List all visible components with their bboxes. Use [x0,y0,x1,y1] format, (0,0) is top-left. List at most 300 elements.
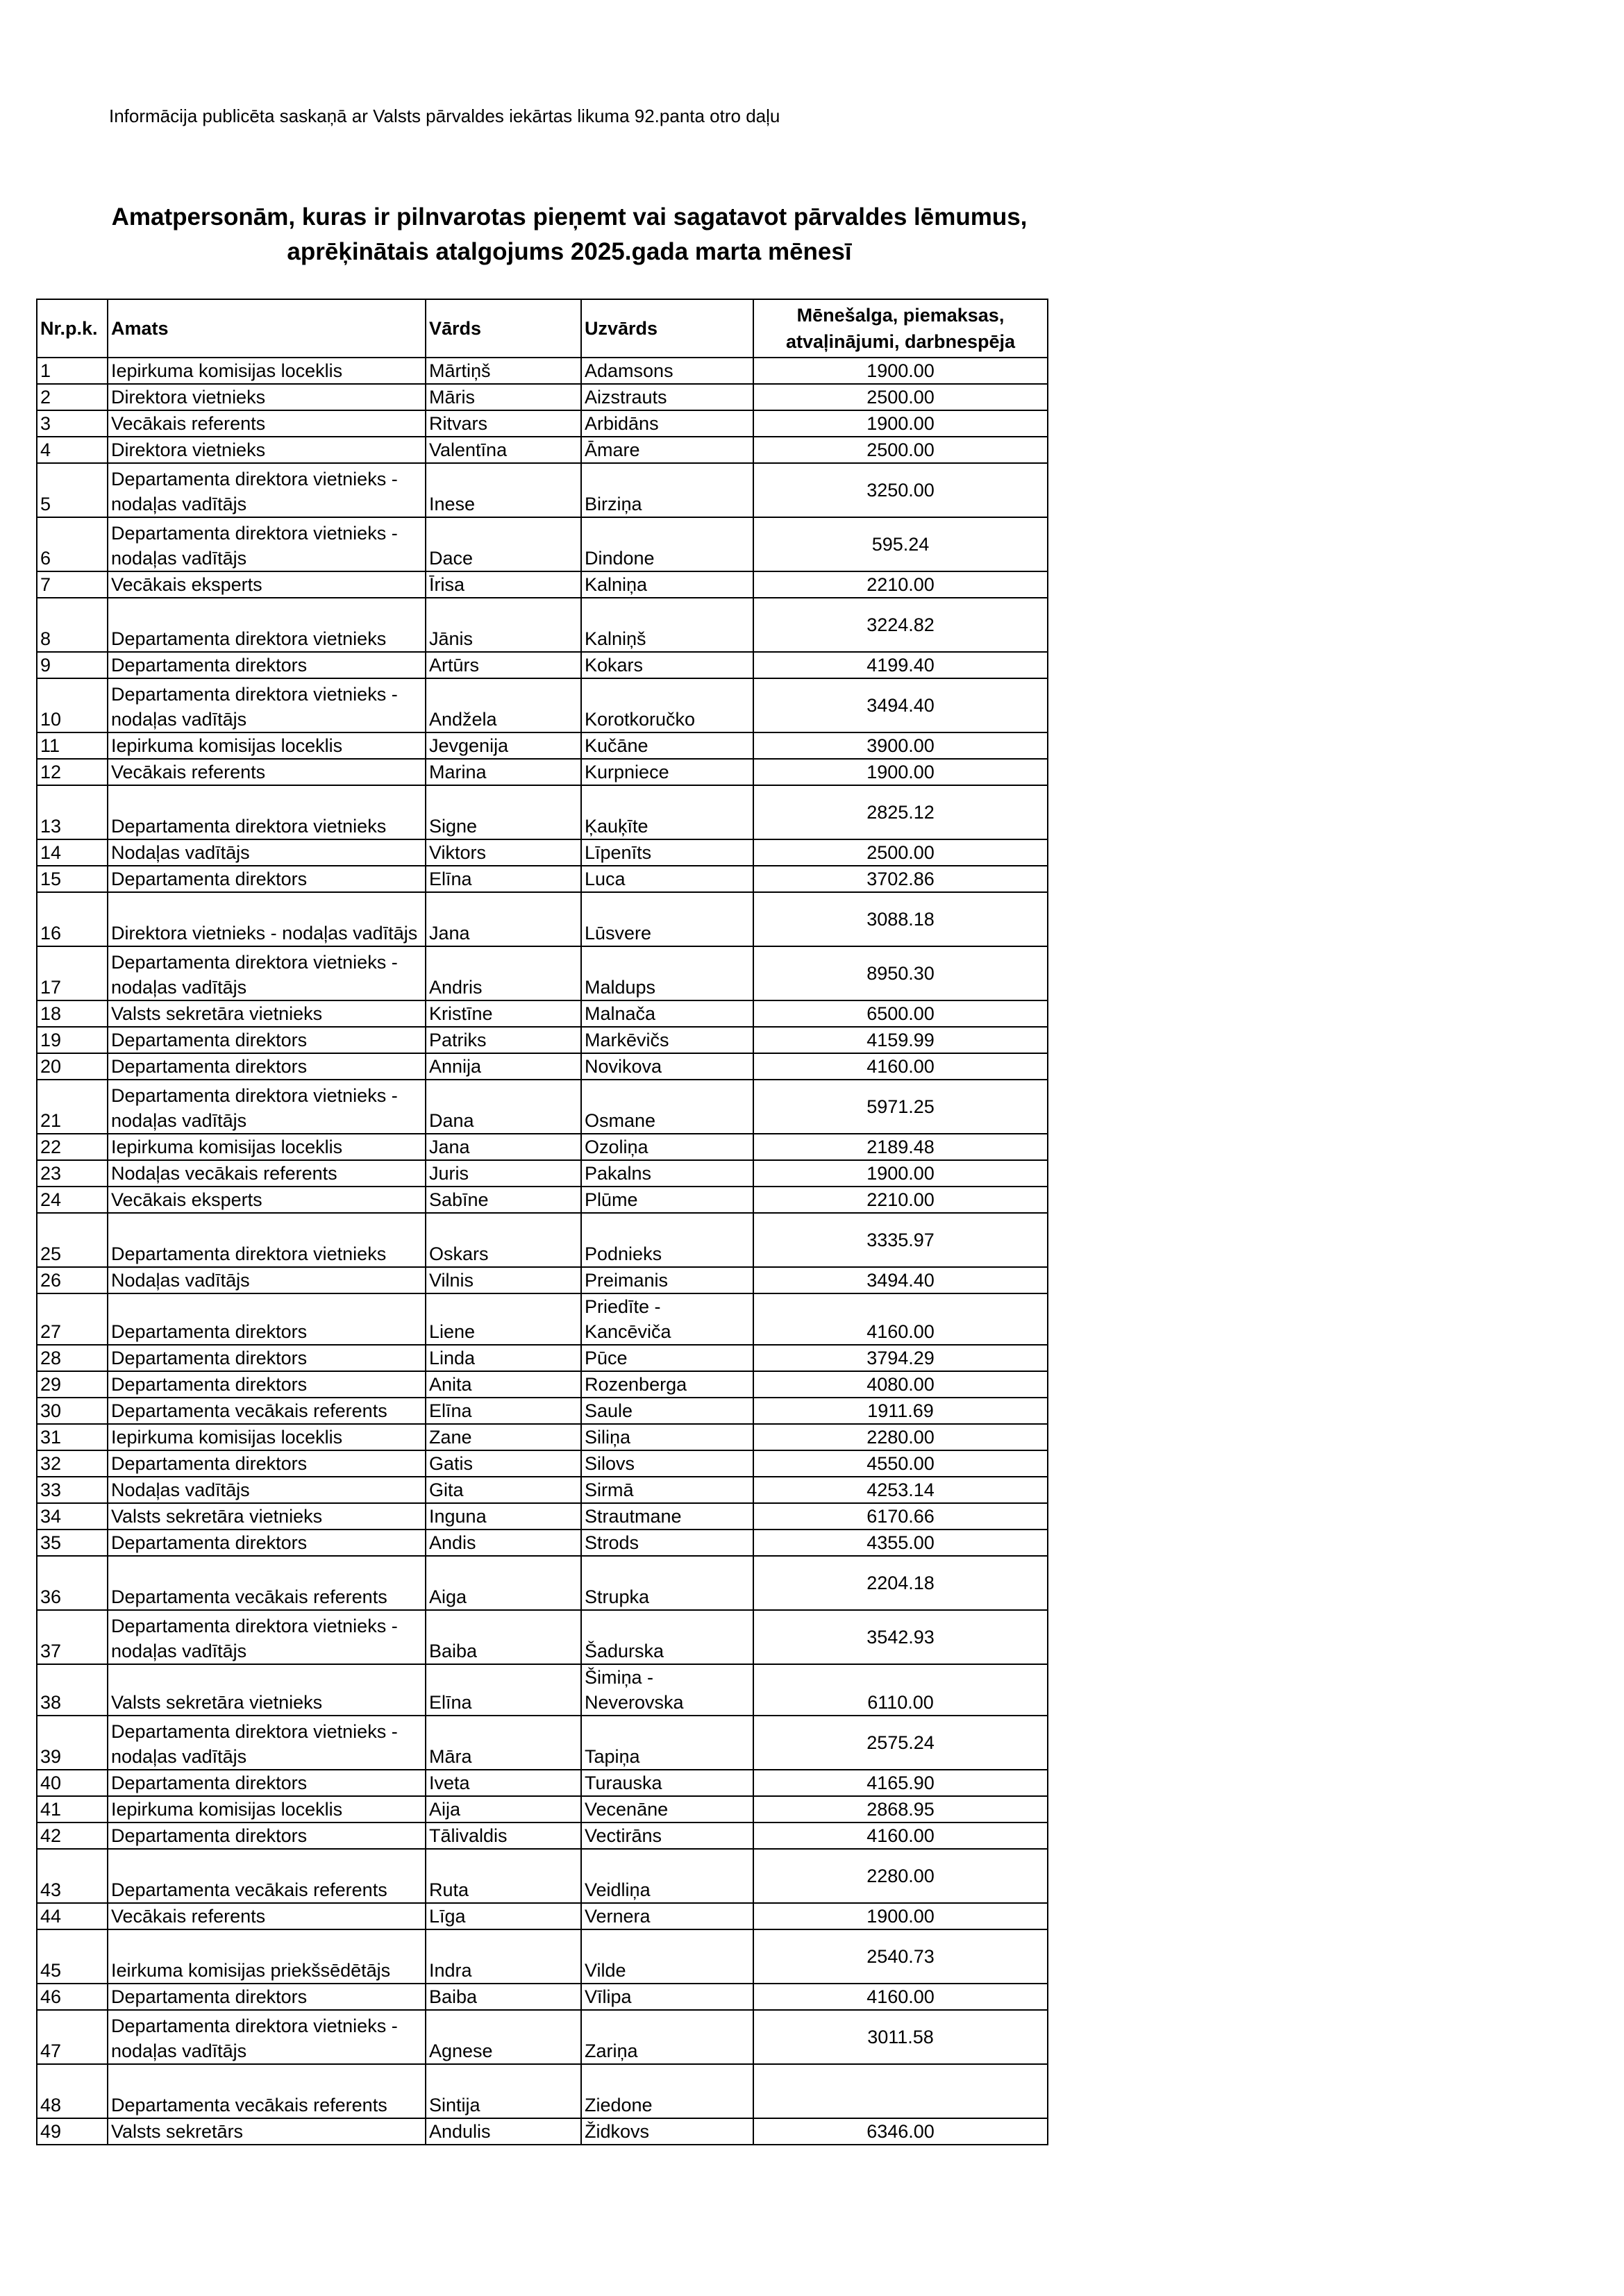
cell-vards: Valentīna [426,437,581,463]
cell-salary: 3494.40 [753,678,1048,732]
header-salary-line-2: atvaļinājumi, darbnespēja [785,331,1016,352]
table-row [37,1929,1048,1984]
cell-uzvards: Kalniņa [581,571,753,598]
cell-vards: Patriks [426,1027,581,1053]
cell-salary: 3794.29 [753,1345,1048,1371]
cell-vards: Gita [426,1477,581,1503]
cell-salary: 5971.25 [753,1080,1048,1134]
cell-salary: 4355.00 [753,1530,1048,1556]
cell-salary: 2868.95 [753,1796,1048,1822]
cell-salary: 2500.00 [753,839,1048,866]
cell-salary: 4253.14 [753,1477,1048,1503]
cell-amats: Nodaļas vadītājs [108,839,426,866]
cell-amats: Nodaļas vecākais referents [108,1160,426,1187]
table-row [37,785,1048,839]
table-body [37,358,1048,2145]
cell-vards: Aiga [426,1556,581,1610]
cell-amats: Ieirkuma komisijas priekšsēdētājs [108,1929,426,1984]
cell-amats: Iepirkuma komisijas loceklis [108,1424,426,1450]
cell-salary: 2204.18 [753,1556,1048,1610]
cell-uzvards: Priedīte - Kancēviča [581,1293,753,1345]
cell-vards: Agnese [426,2010,581,2064]
table-row [37,1134,1048,1160]
cell-amats: Vecākais referents [108,759,426,785]
cell-uzvards: Kučāne [581,732,753,759]
header-salary-line-1: Mēnešalga, piemaksas, [796,305,1005,326]
cell-nr: 6 [37,517,108,571]
cell-uzvards: Pūce [581,1345,753,1371]
cell-nr: 49 [37,2118,108,2145]
cell-amats: Departamenta direktora vietnieks - nodaļas vadītājs [108,678,426,732]
table-row [37,517,1048,571]
cell-uzvards: Birziņa [581,463,753,517]
cell-uzvards: Siliņa [581,1424,753,1450]
cell-amats: Departamenta direktora vietnieks - nodaļas vadītājs [108,1610,426,1664]
cell-amats: Departamenta direktors [108,1984,426,2010]
cell-vards: Iveta [426,1770,581,1796]
cell-vards: Dana [426,1080,581,1134]
table-row [37,1530,1048,1556]
cell-uzvards: Vectirāns [581,1822,753,1849]
cell-salary: 2280.00 [753,1849,1048,1903]
cell-amats: Departamenta direktora vietnieks - nodaļas vadītājs [108,463,426,517]
table-row [37,1556,1048,1610]
cell-vards: Baiba [426,1610,581,1664]
cell-nr: 10 [37,678,108,732]
publication-notice: Informācija publicēta saskaņā ar Valsts pārvaldes iekārtas likuma 92.panta otro daļu [109,106,780,126]
table-row [37,437,1048,463]
cell-nr: 3 [37,410,108,437]
cell-uzvards: Kalniņš [581,598,753,652]
cell-salary: 3702.86 [753,866,1048,892]
cell-vards: Māris [426,384,581,410]
cell-uzvards: Plūme [581,1187,753,1213]
cell-salary: 4165.90 [753,1770,1048,1796]
cell-uzvards: Šimiņa - Neverovska [581,1664,753,1716]
table-row [37,1080,1048,1134]
cell-nr: 24 [37,1187,108,1213]
cell-nr: 2 [37,384,108,410]
table-row [37,1903,1048,1929]
cell-vards: Jevgenija [426,732,581,759]
cell-uzvards: Turauska [581,1770,753,1796]
cell-amats: Departamenta vecākais referents [108,2064,426,2118]
table-row [37,1477,1048,1503]
cell-vards: Līga [426,1903,581,1929]
cell-uzvards: Kurpniece [581,759,753,785]
cell-nr: 11 [37,732,108,759]
cell-salary: 4160.00 [753,1822,1048,1849]
cell-amats: Departamenta direktors [108,1450,426,1477]
header-vards: Vārds [426,299,581,358]
cell-amats: Direktora vietnieks [108,437,426,463]
cell-nr: 40 [37,1770,108,1796]
cell-nr: 34 [37,1503,108,1530]
cell-uzvards: Podnieks [581,1213,753,1267]
cell-nr: 44 [37,1903,108,1929]
cell-uzvards: Malnača [581,1000,753,1027]
cell-vards: Ritvars [426,410,581,437]
header-nr: Nr.p.k. [37,299,108,358]
cell-vards: Annija [426,1053,581,1080]
cell-salary: 3011.58 [753,2010,1048,2064]
cell-amats: Vecākais eksperts [108,1187,426,1213]
cell-vards: Tālivaldis [426,1822,581,1849]
cell-vards: Oskars [426,1213,581,1267]
cell-amats: Iepirkuma komisijas loceklis [108,358,426,384]
cell-salary: 4080.00 [753,1371,1048,1398]
cell-amats: Departamenta direktora vietnieks [108,598,426,652]
cell-nr: 13 [37,785,108,839]
cell-nr: 8 [37,598,108,652]
cell-salary [753,2064,1048,2118]
cell-amats: Direktora vietnieks - nodaļas vadītājs [108,892,426,946]
cell-amats: Valsts sekretāra vietnieks [108,1664,426,1716]
cell-amats: Vecākais referents [108,410,426,437]
cell-vards: Andžela [426,678,581,732]
cell-vards: Elīna [426,1664,581,1716]
cell-amats: Vecākais eksperts [108,571,426,598]
cell-amats: Valsts sekretāra vietnieks [108,1503,426,1530]
header-amats: Amats [108,299,426,358]
cell-vards: Jānis [426,598,581,652]
cell-uzvards: Āmare [581,437,753,463]
cell-uzvards: Veidliņa [581,1849,753,1903]
cell-nr: 33 [37,1477,108,1503]
cell-salary: 1900.00 [753,1160,1048,1187]
cell-uzvards: Vīlipa [581,1984,753,2010]
cell-vards: Indra [426,1929,581,1984]
table-row [37,1213,1048,1267]
table-row [37,2118,1048,2145]
cell-nr: 35 [37,1530,108,1556]
cell-amats: Departamenta vecākais referents [108,1398,426,1424]
table-row [37,384,1048,410]
table-row [37,866,1048,892]
cell-salary: 2500.00 [753,384,1048,410]
table-row [37,1053,1048,1080]
cell-amats: Departamenta direktors [108,1530,426,1556]
cell-salary: 3250.00 [753,463,1048,517]
cell-salary: 4160.00 [753,1293,1048,1345]
cell-vards: Andis [426,1530,581,1556]
cell-amats: Iepirkuma komisijas loceklis [108,1796,426,1822]
cell-vards: Liene [426,1293,581,1345]
cell-vards: Sintija [426,2064,581,2118]
cell-salary: 4160.00 [753,1053,1048,1080]
cell-salary: 1900.00 [753,358,1048,384]
header-uzvards: Uzvārds [581,299,753,358]
table-row [37,1293,1048,1345]
table-row [37,1849,1048,1903]
table-row [37,839,1048,866]
salary-table [36,299,1048,2145]
cell-vards: Signe [426,785,581,839]
cell-amats: Direktora vietnieks [108,384,426,410]
table-row [37,1770,1048,1796]
cell-uzvards: Vilde [581,1929,753,1984]
cell-salary: 4199.40 [753,652,1048,678]
cell-uzvards: Židkovs [581,2118,753,2145]
cell-salary: 3224.82 [753,598,1048,652]
cell-amats: Departamenta direktora vietnieks [108,1213,426,1267]
cell-vards: Andris [426,946,581,1000]
cell-amats: Departamenta direktors [108,652,426,678]
table-row [37,571,1048,598]
cell-nr: 32 [37,1450,108,1477]
cell-amats: Departamenta direktora vietnieks - nodaļas vadītājs [108,517,426,571]
cell-nr: 4 [37,437,108,463]
cell-nr: 45 [37,1929,108,1984]
cell-uzvards: Saule [581,1398,753,1424]
cell-uzvards: Pakalns [581,1160,753,1187]
table-row [37,2064,1048,2118]
cell-amats: Departamenta direktora vietnieks - nodaļas vadītājs [108,2010,426,2064]
cell-nr: 14 [37,839,108,866]
cell-vards: Linda [426,1345,581,1371]
cell-salary: 2210.00 [753,571,1048,598]
cell-vards: Inguna [426,1503,581,1530]
cell-vards: Viktors [426,839,581,866]
table-row [37,1822,1048,1849]
cell-nr: 20 [37,1053,108,1080]
cell-salary: 4550.00 [753,1450,1048,1477]
cell-nr: 5 [37,463,108,517]
table-row [37,598,1048,652]
cell-vards: Andulis [426,2118,581,2145]
cell-salary: 3088.18 [753,892,1048,946]
cell-uzvards: Silovs [581,1450,753,1477]
cell-uzvards: Vecenāne [581,1796,753,1822]
cell-uzvards: Ozoliņa [581,1134,753,1160]
cell-salary: 2210.00 [753,1187,1048,1213]
table-row [37,652,1048,678]
cell-vards: Aija [426,1796,581,1822]
table-row [37,1503,1048,1530]
table-row [37,1984,1048,2010]
cell-vards: Anita [426,1371,581,1398]
cell-vards: Jana [426,1134,581,1160]
table-row [37,410,1048,437]
cell-amats: Departamenta direktors [108,1345,426,1371]
cell-vards: Gatis [426,1450,581,1477]
table-header-row [37,299,1048,358]
table-row [37,946,1048,1000]
cell-vards: Sabīne [426,1187,581,1213]
table-row [37,1345,1048,1371]
cell-uzvards: Ķauķīte [581,785,753,839]
cell-salary: 4159.99 [753,1027,1048,1053]
cell-vards: Jana [426,892,581,946]
cell-amats: Nodaļas vadītājs [108,1477,426,1503]
cell-amats: Departamenta direktors [108,1293,426,1345]
cell-amats: Departamenta direktora vietnieks - nodaļas vadītājs [108,946,426,1000]
cell-nr: 28 [37,1345,108,1371]
cell-nr: 39 [37,1716,108,1770]
cell-nr: 15 [37,866,108,892]
cell-vards: Ruta [426,1849,581,1903]
cell-vards: Dace [426,517,581,571]
cell-nr: 47 [37,2010,108,2064]
cell-vards: Kristīne [426,1000,581,1027]
cell-uzvards: Dindone [581,517,753,571]
cell-salary: 3900.00 [753,732,1048,759]
table-row [37,1664,1048,1716]
cell-uzvards: Sirmā [581,1477,753,1503]
document-title [69,200,1069,269]
cell-vards: Mārtiņš [426,358,581,384]
cell-amats: Valsts sekretāra vietnieks [108,1000,426,1027]
cell-nr: 27 [37,1293,108,1345]
cell-amats: Departamenta vecākais referents [108,1849,426,1903]
table-row [37,1160,1048,1187]
cell-amats: Vecākais referents [108,1903,426,1929]
cell-salary: 1911.69 [753,1398,1048,1424]
cell-salary: 6500.00 [753,1000,1048,1027]
cell-vards: Elīna [426,1398,581,1424]
cell-salary: 1900.00 [753,759,1048,785]
table-row [37,1398,1048,1424]
cell-uzvards: Līpenīts [581,839,753,866]
cell-salary: 3542.93 [753,1610,1048,1664]
cell-uzvards: Markēvičs [581,1027,753,1053]
cell-nr: 19 [37,1027,108,1053]
table-row [37,892,1048,946]
document-title-line-1: Amatpersonām, kuras ir pilnvarotas pieņemt vai sagatavot pārvaldes lēmumus, [111,203,1028,231]
cell-salary: 1900.00 [753,410,1048,437]
cell-vards: Māra [426,1716,581,1770]
cell-amats: Departamenta vecākais referents [108,1556,426,1610]
cell-nr: 12 [37,759,108,785]
cell-uzvards: Kokars [581,652,753,678]
cell-salary: 6346.00 [753,2118,1048,2145]
table-row [37,2010,1048,2064]
cell-nr: 7 [37,571,108,598]
header-salary [753,299,1048,358]
cell-amats: Departamenta direktora vietnieks [108,785,426,839]
cell-uzvards: Strupka [581,1556,753,1610]
cell-uzvards: Strods [581,1530,753,1556]
cell-nr: 37 [37,1610,108,1664]
table-row [37,1187,1048,1213]
cell-nr: 41 [37,1796,108,1822]
table-row [37,463,1048,517]
cell-vards: Baiba [426,1984,581,2010]
cell-nr: 36 [37,1556,108,1610]
cell-salary: 2540.73 [753,1929,1048,1984]
cell-nr: 21 [37,1080,108,1134]
table-row [37,732,1048,759]
cell-vards: Vilnis [426,1267,581,1293]
cell-amats: Departamenta direktors [108,1770,426,1796]
cell-nr: 43 [37,1849,108,1903]
cell-nr: 16 [37,892,108,946]
table-row [37,1424,1048,1450]
cell-nr: 30 [37,1398,108,1424]
table-row [37,1000,1048,1027]
cell-nr: 22 [37,1134,108,1160]
cell-nr: 17 [37,946,108,1000]
table-row [37,1371,1048,1398]
cell-salary: 6170.66 [753,1503,1048,1530]
cell-amats: Iepirkuma komisijas loceklis [108,732,426,759]
cell-salary: 2575.24 [753,1716,1048,1770]
cell-uzvards: Tapiņa [581,1716,753,1770]
table-row [37,1450,1048,1477]
cell-salary: 6110.00 [753,1664,1048,1716]
cell-nr: 42 [37,1822,108,1849]
cell-salary: 3335.97 [753,1213,1048,1267]
cell-amats: Departamenta direktors [108,1822,426,1849]
cell-amats: Iepirkuma komisijas loceklis [108,1134,426,1160]
cell-salary: 1900.00 [753,1903,1048,1929]
cell-uzvards: Preimanis [581,1267,753,1293]
cell-vards: Marina [426,759,581,785]
cell-nr: 31 [37,1424,108,1450]
cell-salary: 2189.48 [753,1134,1048,1160]
cell-amats: Departamenta direktora vietnieks - nodaļas vadītājs [108,1716,426,1770]
cell-uzvards: Zariņa [581,2010,753,2064]
cell-uzvards: Maldups [581,946,753,1000]
cell-uzvards: Adamsons [581,358,753,384]
cell-uzvards: Korotkoručko [581,678,753,732]
cell-nr: 29 [37,1371,108,1398]
table-row [37,678,1048,732]
cell-vards: Īrisa [426,571,581,598]
cell-vards: Zane [426,1424,581,1450]
cell-nr: 9 [37,652,108,678]
cell-uzvards: Ziedone [581,2064,753,2118]
cell-uzvards: Aizstrauts [581,384,753,410]
cell-nr: 46 [37,1984,108,2010]
cell-salary: 2280.00 [753,1424,1048,1450]
table-row [37,759,1048,785]
cell-nr: 18 [37,1000,108,1027]
table-row [37,1027,1048,1053]
cell-nr: 25 [37,1213,108,1267]
cell-uzvards: Strautmane [581,1503,753,1530]
table-row [37,1796,1048,1822]
cell-amats: Departamenta direktors [108,866,426,892]
table-row [37,1267,1048,1293]
cell-salary: 2825.12 [753,785,1048,839]
cell-nr: 48 [37,2064,108,2118]
table-row [37,358,1048,384]
cell-salary: 4160.00 [753,1984,1048,2010]
cell-amats: Departamenta direktors [108,1371,426,1398]
cell-salary: 595.24 [753,517,1048,571]
cell-nr: 23 [37,1160,108,1187]
cell-uzvards: Vernera [581,1903,753,1929]
table-row [37,1716,1048,1770]
document-title-line-2: aprēķinātais atalgojums 2025.gada marta mēnesī [287,238,852,265]
cell-salary: 2500.00 [753,437,1048,463]
cell-uzvards: Osmane [581,1080,753,1134]
cell-nr: 1 [37,358,108,384]
cell-uzvards: Lūsvere [581,892,753,946]
cell-vards: Elīna [426,866,581,892]
table-row [37,1610,1048,1664]
cell-nr: 38 [37,1664,108,1716]
cell-uzvards: Šadurska [581,1610,753,1664]
cell-nr: 26 [37,1267,108,1293]
cell-amats: Departamenta direktora vietnieks - nodaļas vadītājs [108,1080,426,1134]
cell-vards: Inese [426,463,581,517]
cell-vards: Juris [426,1160,581,1187]
cell-uzvards: Rozenberga [581,1371,753,1398]
cell-uzvards: Arbidāns [581,410,753,437]
cell-uzvards: Luca [581,866,753,892]
